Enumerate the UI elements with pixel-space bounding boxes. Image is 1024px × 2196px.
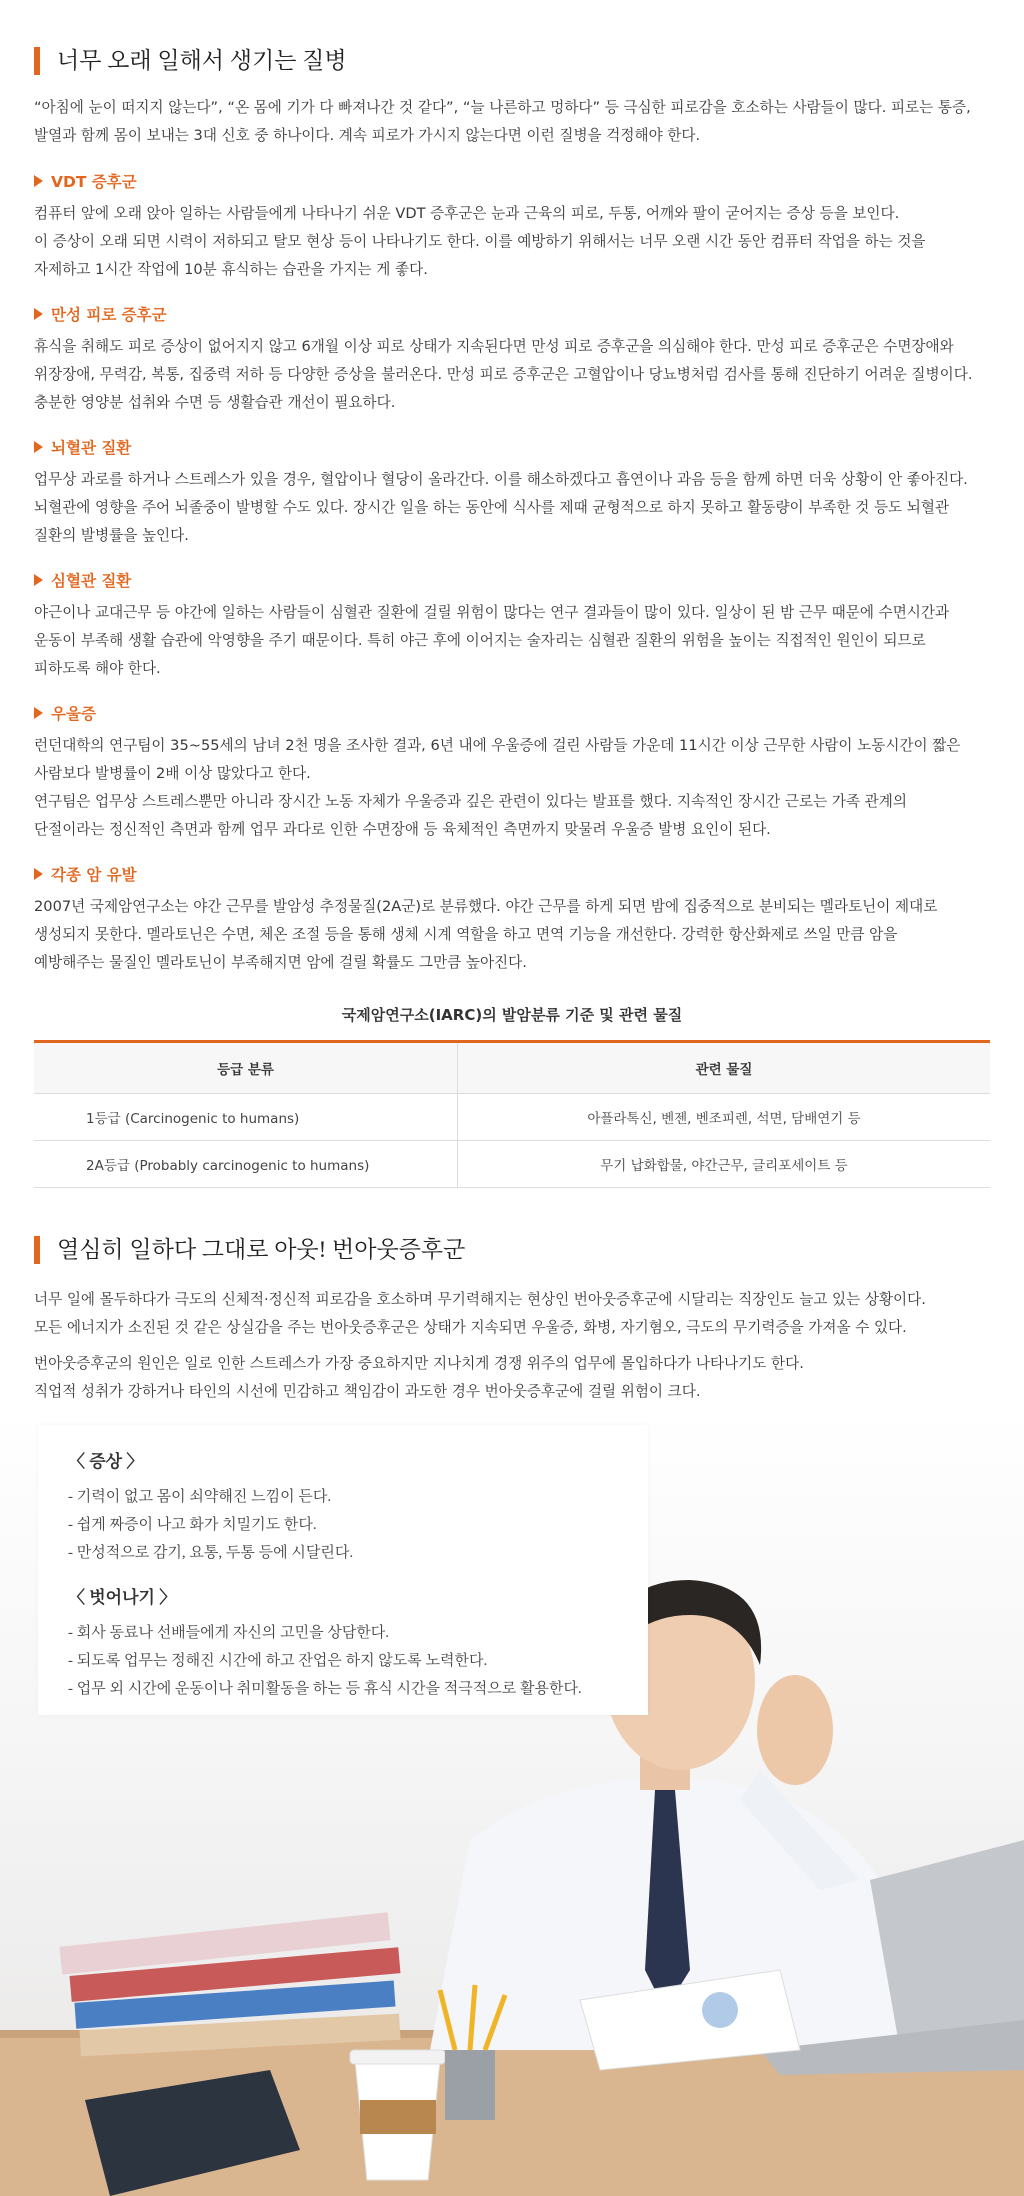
body-line: 뇌혈관에 영향을 주어 뇌졸중이 발병할 수도 있다. 장시간 일을 하는 동안에 식사를 제때 균형적으로 하지 못하고 활동량이 부족한 것 등도 뇌혈관 [34,499,950,516]
escape-item: - 회사 동료나 선배들에게 자신의 고민을 상담한다. [68,1625,390,1641]
subheading-cancer [34,863,137,887]
subheading-cardiovascular [34,569,131,593]
body-line: 사람보다 발병률이 2배 이상 많았다고 한다. [34,765,311,782]
subheading-label: 만성 피로 증후군 [51,306,167,324]
body-line: 이 증상이 오래 되면 시력이 저하되고 탈모 현상 등이 나타나기도 한다. 이를 예방하기 위해서는 너무 오랜 시간 동안 컴퓨터 작업을 하는 것을 [34,233,926,250]
pen-holder [445,2050,495,2120]
body-line: 컴퓨터 앞에 오래 앉아 일하는 사람들에게 나타나기 쉬운 VDT 증후군은 눈과 근육의 피로, 두통, 어깨와 팔이 굳어지는 증상 등을 보인다. [34,205,900,222]
body-line: 운동이 부족해 생활 습관에 악영향을 주기 때문이다. 특히 야근 후에 이어지는 술자리는 심혈관 질환의 위험을 높이는 직접적인 원인이 되므로 [34,632,926,649]
intro-line-2: 발열과 함께 몸이 보내는 3대 신호 중 하나이다. 계속 피로가 가시지 않는다면 이런 질병을 걱정해야 한다. [34,127,701,144]
column-header-substances: 관련 물질 [458,1042,991,1094]
body-line: 생성되지 못한다. 멜라토닌은 수면, 체온 조절 등을 통해 생체 시계 역할을 하고 면역 기능을 개선한다. 강력한 항산화제로 쓰일 만큼 암을 [34,926,898,943]
iarc-table [34,1040,990,1188]
body-line: 충분한 영양분 섭취와 수면 등 생활습관 개선이 필요하다. [34,394,396,411]
subheading-label: 우울증 [51,705,96,723]
subheading-depression [34,702,96,726]
table-row [34,1094,990,1141]
body-line: 피하도록 해야 한다. [34,660,161,677]
body-line: 위장장애, 무력감, 복통, 집중력 저하 등 다양한 증상을 불러온다. 만성 피로 증후군은 고혈압이나 당뇨병처럼 검사를 통해 진단하기 어려운 질병이다. [34,366,973,383]
triangle-bullet-icon [34,175,43,187]
triangle-bullet-icon [34,441,43,453]
triangle-bullet-icon [34,868,43,880]
body-line: 예방해주는 물질인 멜라토닌이 부족해지면 암에 걸릴 확률도 그만큼 높아진다. [34,954,527,971]
escape-item: - 업무 외 시간에 운동이나 취미활동을 하는 등 휴식 시간을 적극적으로 활용한다. [68,1681,582,1697]
hand [757,1675,833,1785]
burnout-line: 너무 일에 몰두하다가 극도의 신체적·정신적 피로감을 호소하며 무기력해지는 현상인 번아웃증후군에 시달리는 직장인도 늘고 있는 상황이다. [34,1291,926,1308]
symptom-item: - 만성적으로 감기, 요통, 두통 등에 시달린다. [68,1545,354,1561]
table-caption: 국제암연구소(IARC)의 발암분류 기준 및 관련 물질 [341,1006,683,1024]
subheading-vdt [34,170,137,194]
body-line: 런던대학의 연구팀이 35~55세의 남녀 2천 명을 조사한 결과, 6년 내에 우울증에 걸린 사람들 가운데 11시간 이상 근무한 사람이 노동시간이 짧은 [34,737,961,754]
subheading-label: 뇌혈관 질환 [51,439,132,457]
body-line: 업무상 과로를 하거나 스트레스가 있을 경우, 혈압이나 혈당이 올라간다. 이를 해소하겠다고 흡연이나 과음 등을 함께 하면 더욱 상황이 안 좋아진다. [34,471,968,488]
section-title-diseases: 너무 오래 일해서 생기는 질병 [34,47,347,75]
column-header-grade: 등급 분류 [34,1042,458,1094]
table-row [34,1141,990,1188]
symptom-item: - 쉽게 짜증이 나고 화가 치밀기도 한다. [68,1517,317,1533]
burnout-line: 번아웃증후군의 원인은 일로 인한 스트레스가 가장 중요하지만 지나치게 경쟁 위주의 업무에 몰입하다가 나타나기도 한다. [34,1355,804,1372]
escape-heading: 〈 벗어나기 〉 [68,1588,177,1607]
body-line: 연구팀은 업무상 스트레스뿐만 아니라 장시간 노동 자체가 우울증과 깊은 관련이 있다는 발표를 했다. 지속적인 장시간 근로는 가족 관계의 [34,793,907,810]
symptom-item: - 기력이 없고 몸이 쇠약해진 느낌이 든다. [68,1489,332,1505]
intro-line-1: “아침에 눈이 떠지지 않는다”, “온 몸에 기가 다 빠져나간 것 같다”, “늘 나른하고 멍하다” 등 극심한 피로감을 호소하는 사람들이 많다. 피로는 통증, [34,99,971,116]
triangle-bullet-icon [34,308,43,320]
subheading-chronic-fatigue [34,303,167,327]
burnout-line: 직업적 성취가 강하거나 타인의 시선에 민감하고 책임감이 과도한 경우 번아웃증후군에 걸릴 위험이 크다. [34,1383,701,1400]
table-cell: 아플라톡신, 벤젠, 벤조피렌, 석면, 담배연기 등 [458,1094,991,1141]
body-line: 질환의 발병률을 높인다. [34,527,189,544]
table-cell: 1등급 (Carcinogenic to humans) [34,1094,458,1141]
body-line: 자제하고 1시간 작업에 10분 휴식하는 습관을 가지는 게 좋다. [34,261,428,278]
table-cell: 2A등급 (Probably carcinogenic to humans) [34,1141,458,1188]
body-line: 2007년 국제암연구소는 야간 근무를 발암성 추정물질(2A군)로 분류했다. 야간 근무를 하게 되면 밤에 집중적으로 분비되는 멜라토닌이 제대로 [34,898,938,915]
subheading-cerebrovascular [34,436,131,460]
table-header-row [34,1042,990,1094]
triangle-bullet-icon [34,707,43,719]
triangle-bullet-icon [34,574,43,586]
escape-item: - 되도록 업무는 정해진 시간에 하고 잔업은 하지 않도록 노력한다. [68,1653,488,1669]
section-title-burnout: 열심히 일하다 그대로 아웃! 번아웃증후군 [34,1236,465,1264]
table-cell: 무기 납화합물, 야간근무, 글리포세이트 등 [458,1141,991,1188]
symptoms-heading: 〈 증상 〉 [68,1452,144,1471]
body-line: 야근이나 교대근무 등 야간에 일하는 사람들이 심혈관 질환에 걸릴 위험이 많다는 연구 결과들이 많이 있다. 일상이 된 밤 근무 때문에 수면시간과 [34,604,950,621]
body-line: 단절이라는 정신적인 측면과 함께 업무 과다로 인한 수면장애 등 육체적인 측면까지 맞물려 우울증 발병 요인이 된다. [34,821,771,838]
subheading-label: 각종 암 유발 [51,866,137,884]
burnout-line: 모든 에너지가 소진된 것 같은 상실감을 주는 번아웃증후군은 상태가 지속되면 우울증, 화병, 자기혐오, 극도의 무기력증을 가져올 수 있다. [34,1319,907,1336]
body-line: 휴식을 취해도 피로 증상이 없어지지 않고 6개월 이상 피로 상태가 지속된다면 만성 피로 증후군을 의심해야 한다. 만성 피로 증후군은 수면장애와 [34,338,954,355]
subheading-label: VDT 증후군 [51,173,137,191]
subheading-label: 심혈관 질환 [51,572,132,590]
burnout-info-box [38,1425,648,1715]
